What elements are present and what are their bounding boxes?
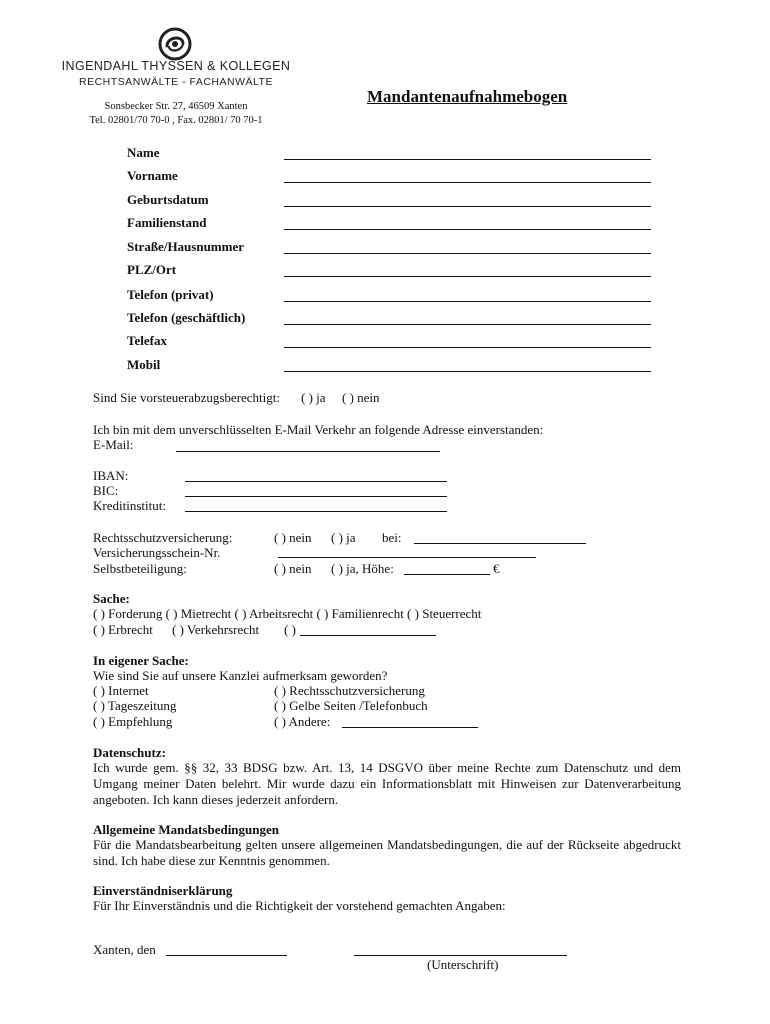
consent-text: Für Ihr Einverständnis und die Richtigkeit der vorstehend gemachten Angaben: (93, 898, 506, 913)
marital-status-field[interactable] (284, 229, 651, 230)
field-label: Geburtsdatum (127, 192, 209, 207)
currency-label: € (493, 561, 500, 576)
place-date-label: Xanten, den (93, 942, 156, 957)
signature-caption: (Unterschrift) (427, 957, 499, 972)
iban-label: IBAN: (93, 468, 129, 483)
iban-field[interactable] (185, 481, 447, 482)
deductible-no-option[interactable]: ( ) nein (274, 561, 312, 576)
firm-name: INGENDAHL THYSSEN & KOLLEGEN (61, 59, 291, 73)
legal-insurance-no-option[interactable]: ( ) nein (274, 530, 312, 545)
firm-address: Sonsbecker Str. 27, 46509 Xanten (104, 101, 248, 112)
field-label: Telefon (geschäftlich) (127, 310, 246, 325)
vat-yes-option[interactable]: ( ) ja (301, 390, 326, 405)
referral-option-newspaper[interactable]: ( ) Tageszeitung (93, 698, 177, 713)
referral-question: Wie sind Sie auf unsere Kanzlei aufmerksam geworden? (93, 668, 388, 683)
email-label: E-Mail: (93, 437, 134, 452)
policy-number-label: Versicherungsschein-Nr. (93, 545, 221, 560)
vat-no-option[interactable]: ( ) nein (342, 390, 380, 405)
field-label: Telefon (privat) (127, 287, 214, 302)
terms-text: Für die Mandatsbearbeitung gelten unsere allgemeinen Mandatsbedingungen, die auf der Rückseite abgedruckt sind. Ich habe diese zur Kenntnis genommen. (93, 837, 681, 868)
bank-institute-label: Kreditinstitut: (93, 498, 166, 513)
policy-number-field[interactable] (278, 557, 536, 558)
bank-institute-field[interactable] (185, 511, 447, 512)
vat-question: Sind Sie vorsteuerabzugsberechtigt: (93, 390, 281, 405)
field-label: Familienstand (127, 215, 207, 230)
privacy-text: Ich wurde gem. §§ 32, 33 BDSG bzw. Art. 13, 14 DSGVO über meine Rechte zum Datenschutz und dem Umgang meiner Daten belehrt. Mir wurde dazu ein Informationsblatt mit Hinweisen zur Datenverarbeitung angeboten. Ich kann dieses jederzeit anfordern. (93, 760, 681, 807)
email-consent-text: Ich bin mit dem unverschlüsselten E-Mail Verkehr an folgende Adresse einverstanden: (93, 422, 544, 437)
date-field[interactable] (166, 955, 287, 956)
legal-insurance-yes-option[interactable]: ( ) ja (331, 530, 356, 545)
birth-date-field[interactable] (284, 206, 651, 207)
first-name-field[interactable] (284, 182, 651, 183)
field-label: Name (127, 145, 160, 160)
phone-private-field[interactable] (284, 301, 651, 302)
field-label: Vorname (127, 168, 178, 183)
email-field[interactable] (176, 451, 440, 452)
name-field[interactable] (284, 159, 651, 160)
deductible-yes-option[interactable]: ( ) ja, Höhe: (331, 561, 394, 576)
bic-field[interactable] (185, 496, 447, 497)
referral-option-internet[interactable]: ( ) Internet (93, 683, 149, 698)
referral-option-other[interactable]: ( ) Andere: (274, 714, 331, 729)
referral-option-recommendation[interactable]: ( ) Empfehlung (93, 714, 173, 729)
bic-label: BIC: (93, 483, 119, 498)
mobile-field[interactable] (284, 371, 651, 372)
law-firm-logo-icon (158, 27, 192, 61)
referral-other-field[interactable] (342, 727, 478, 728)
field-label: Straße/Hausnummer (127, 239, 244, 254)
referral-option-insurance[interactable]: ( ) Rechtsschutzversicherung (274, 683, 425, 698)
street-field[interactable] (284, 253, 651, 254)
legal-insurance-label: Rechtsschutzversicherung: (93, 530, 233, 545)
terms-heading: Allgemeine Mandatsbedingungen (93, 822, 279, 837)
document-title: Mandantenaufnahmebogen (367, 87, 568, 106)
firm-contact: Tel. 02801/70 70-0 , Fax. 02801/ 70 70-1 (89, 115, 263, 126)
insurer-field[interactable] (414, 543, 586, 544)
postal-city-field[interactable] (284, 276, 651, 277)
field-label: PLZ/Ort (127, 262, 177, 277)
matter-options-row1[interactable]: ( ) Forderung ( ) Mietrecht ( ) Arbeitsrecht ( ) Familienrecht ( ) Steuerrecht (93, 606, 482, 621)
matter-heading: Sache: (93, 591, 130, 606)
legal-insurance-at-label: bei: (382, 530, 402, 545)
deductible-label: Selbstbeteiligung: (93, 561, 187, 576)
privacy-heading: Datenschutz: (93, 745, 166, 760)
consent-heading: Einverständniserklärung (93, 883, 233, 898)
matter-option-other[interactable]: ( ) (284, 622, 296, 637)
referral-heading: In eigener Sache: (93, 653, 189, 668)
matter-other-field[interactable] (300, 635, 436, 636)
field-label: Telefax (127, 333, 167, 348)
signature-field[interactable] (354, 955, 567, 956)
firm-subtitle: RECHTSANWÄLTE - FACHANWÄLTE (79, 76, 273, 88)
fax-field[interactable] (284, 347, 651, 348)
phone-business-field[interactable] (284, 324, 651, 325)
field-label: Mobil (127, 357, 161, 372)
referral-option-yellow-pages[interactable]: ( ) Gelbe Seiten /Telefonbuch (274, 698, 428, 713)
matter-option-erbrecht[interactable]: ( ) Erbrecht (93, 622, 153, 637)
deductible-amount-field[interactable] (404, 574, 490, 575)
matter-option-verkehrsrecht[interactable]: ( ) Verkehrsrecht (172, 622, 260, 637)
